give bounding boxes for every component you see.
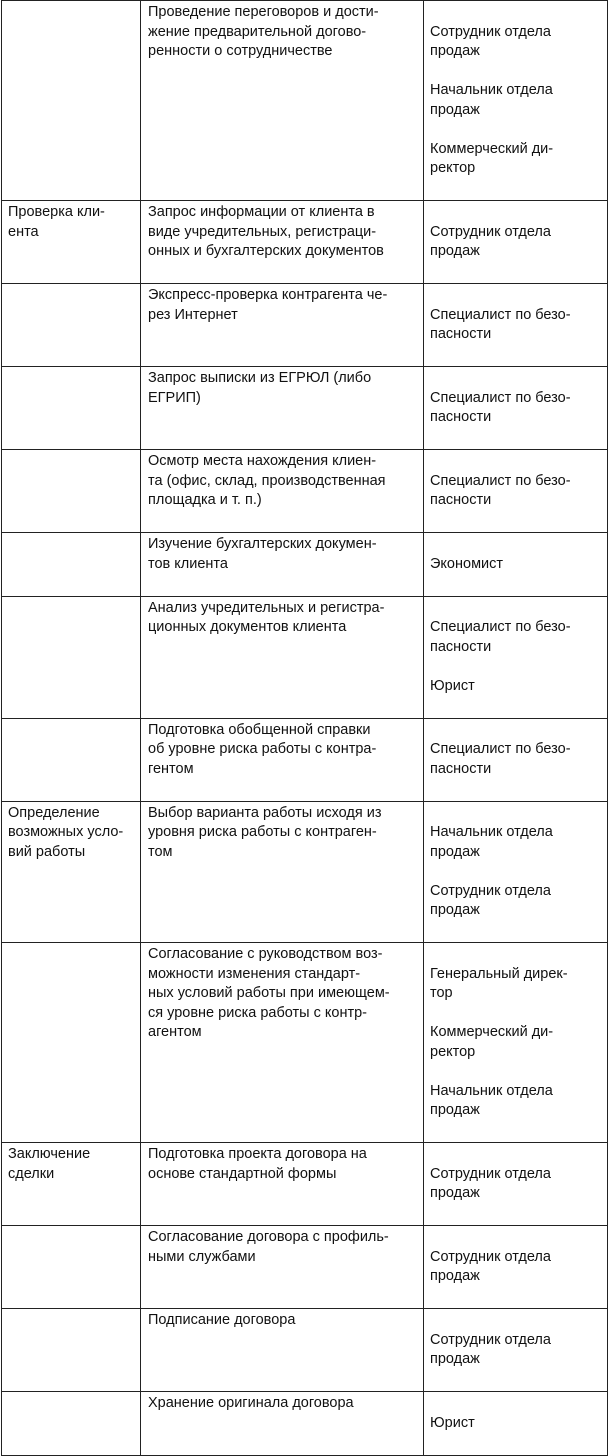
stage-cell bbox=[2, 284, 141, 367]
responsible-cell bbox=[424, 1309, 608, 1392]
action-cell: Изучение бухгалтерских докумен- тов клиента bbox=[141, 533, 424, 597]
action-cell: Согласование с руководством воз- можности изменения стандарт- ных условий работы при имеющем- ся уровне риска работы с контр- агентом bbox=[141, 943, 424, 1143]
table-body bbox=[2, 1, 608, 1456]
stage-cell bbox=[2, 1392, 141, 1456]
action-cell: Подготовка обобщенной справки об уровне риска работы с контра- гентом bbox=[141, 718, 424, 801]
stage-cell bbox=[2, 1226, 141, 1309]
table-row bbox=[2, 596, 608, 718]
table-row bbox=[2, 367, 608, 450]
responsible-item: Сотрудник отдела продаж bbox=[430, 1331, 551, 1367]
action-cell: Анализ учредительных и регистра- ционных документов клиента bbox=[141, 596, 424, 718]
responsible-item: Сотрудник отдела продаж bbox=[430, 23, 551, 59]
responsible-cell bbox=[424, 1143, 608, 1226]
table-row bbox=[2, 201, 608, 284]
responsible-cell bbox=[424, 201, 608, 284]
action-cell: Подписание договора bbox=[141, 1309, 424, 1392]
responsible-item: Генеральный дирек- тор bbox=[430, 965, 568, 1001]
table-row bbox=[2, 1309, 608, 1392]
responsible-item: Коммерческий ди- ректор bbox=[430, 1024, 554, 1060]
stage-cell bbox=[2, 1309, 141, 1392]
responsible-item: Юрист bbox=[430, 677, 475, 694]
action-cell: Проведение переговоров и дости- жение предварительной догово- ренности о сотрудничестве bbox=[141, 1, 424, 201]
stage-cell bbox=[2, 450, 141, 533]
table-row bbox=[2, 801, 608, 943]
table-row bbox=[2, 284, 608, 367]
action-cell: Выбор варианта работы исходя из уровня риска работы с контраген- том bbox=[141, 801, 424, 943]
responsible-cell bbox=[424, 1392, 608, 1456]
responsible-cell bbox=[424, 596, 608, 718]
responsible-cell bbox=[424, 1226, 608, 1309]
responsible-item: Юрист bbox=[430, 1414, 475, 1431]
table-row bbox=[2, 1392, 608, 1456]
stage-cell: Определение возможных усло- вий работы bbox=[2, 801, 141, 943]
stage-cell bbox=[2, 1, 141, 201]
action-cell: Хранение оригинала договора bbox=[141, 1392, 424, 1456]
responsible-item: Начальник отдела продаж bbox=[430, 82, 553, 118]
responsible-item: Сотрудник отдела продаж bbox=[430, 882, 551, 918]
process-table bbox=[1, 0, 608, 1456]
responsible-cell bbox=[424, 943, 608, 1143]
stage-cell: Заключение сделки bbox=[2, 1143, 141, 1226]
responsible-cell bbox=[424, 284, 608, 367]
responsible-item: Начальник отдела продаж bbox=[430, 824, 553, 860]
action-cell: Подготовка проекта договора на основе стандартной формы bbox=[141, 1143, 424, 1226]
stage-cell bbox=[2, 367, 141, 450]
responsible-cell bbox=[424, 1, 608, 201]
stage-cell bbox=[2, 596, 141, 718]
stage-cell: Проверка кли- ента bbox=[2, 201, 141, 284]
responsible-item: Специалист по безо- пасности bbox=[430, 472, 571, 508]
stage-cell bbox=[2, 718, 141, 801]
stage-cell bbox=[2, 533, 141, 597]
responsible-item: Специалист по безо- пасности bbox=[430, 306, 571, 342]
table-row bbox=[2, 1, 608, 201]
responsible-item: Специалист по безо- пасности bbox=[430, 741, 571, 777]
responsible-cell bbox=[424, 367, 608, 450]
responsible-item: Сотрудник отдела продаж bbox=[430, 1248, 551, 1284]
table-row bbox=[2, 533, 608, 597]
table-row bbox=[2, 450, 608, 533]
responsible-item: Специалист по безо- пасности bbox=[430, 389, 571, 425]
responsible-item: Сотрудник отдела продаж bbox=[430, 1165, 551, 1201]
responsible-cell bbox=[424, 533, 608, 597]
responsible-item: Специалист по безо- пасности bbox=[430, 619, 571, 655]
table-row bbox=[2, 718, 608, 801]
table-row bbox=[2, 1143, 608, 1226]
stage-cell bbox=[2, 943, 141, 1143]
responsible-cell bbox=[424, 801, 608, 943]
responsible-item: Коммерческий ди- ректор bbox=[430, 140, 554, 176]
action-cell: Запрос информации от клиента в виде учредительных, регистраци- онных и бухгалтерских документов bbox=[141, 201, 424, 284]
action-cell: Запрос выписки из ЕГРЮЛ (либо ЕГРИП) bbox=[141, 367, 424, 450]
responsible-cell bbox=[424, 718, 608, 801]
table-row bbox=[2, 943, 608, 1143]
responsible-item: Сотрудник отдела продаж bbox=[430, 223, 551, 259]
action-cell: Осмотр места нахождения клиен- та (офис, склад, производственная площадка и т. п.) bbox=[141, 450, 424, 533]
action-cell: Согласование договора с профиль- ными службами bbox=[141, 1226, 424, 1309]
responsible-item: Начальник отдела продаж bbox=[430, 1082, 553, 1118]
table-row bbox=[2, 1226, 608, 1309]
responsible-item: Экономист bbox=[430, 555, 504, 572]
responsible-cell bbox=[424, 450, 608, 533]
action-cell: Экспресс-проверка контрагента че- рез Интернет bbox=[141, 284, 424, 367]
